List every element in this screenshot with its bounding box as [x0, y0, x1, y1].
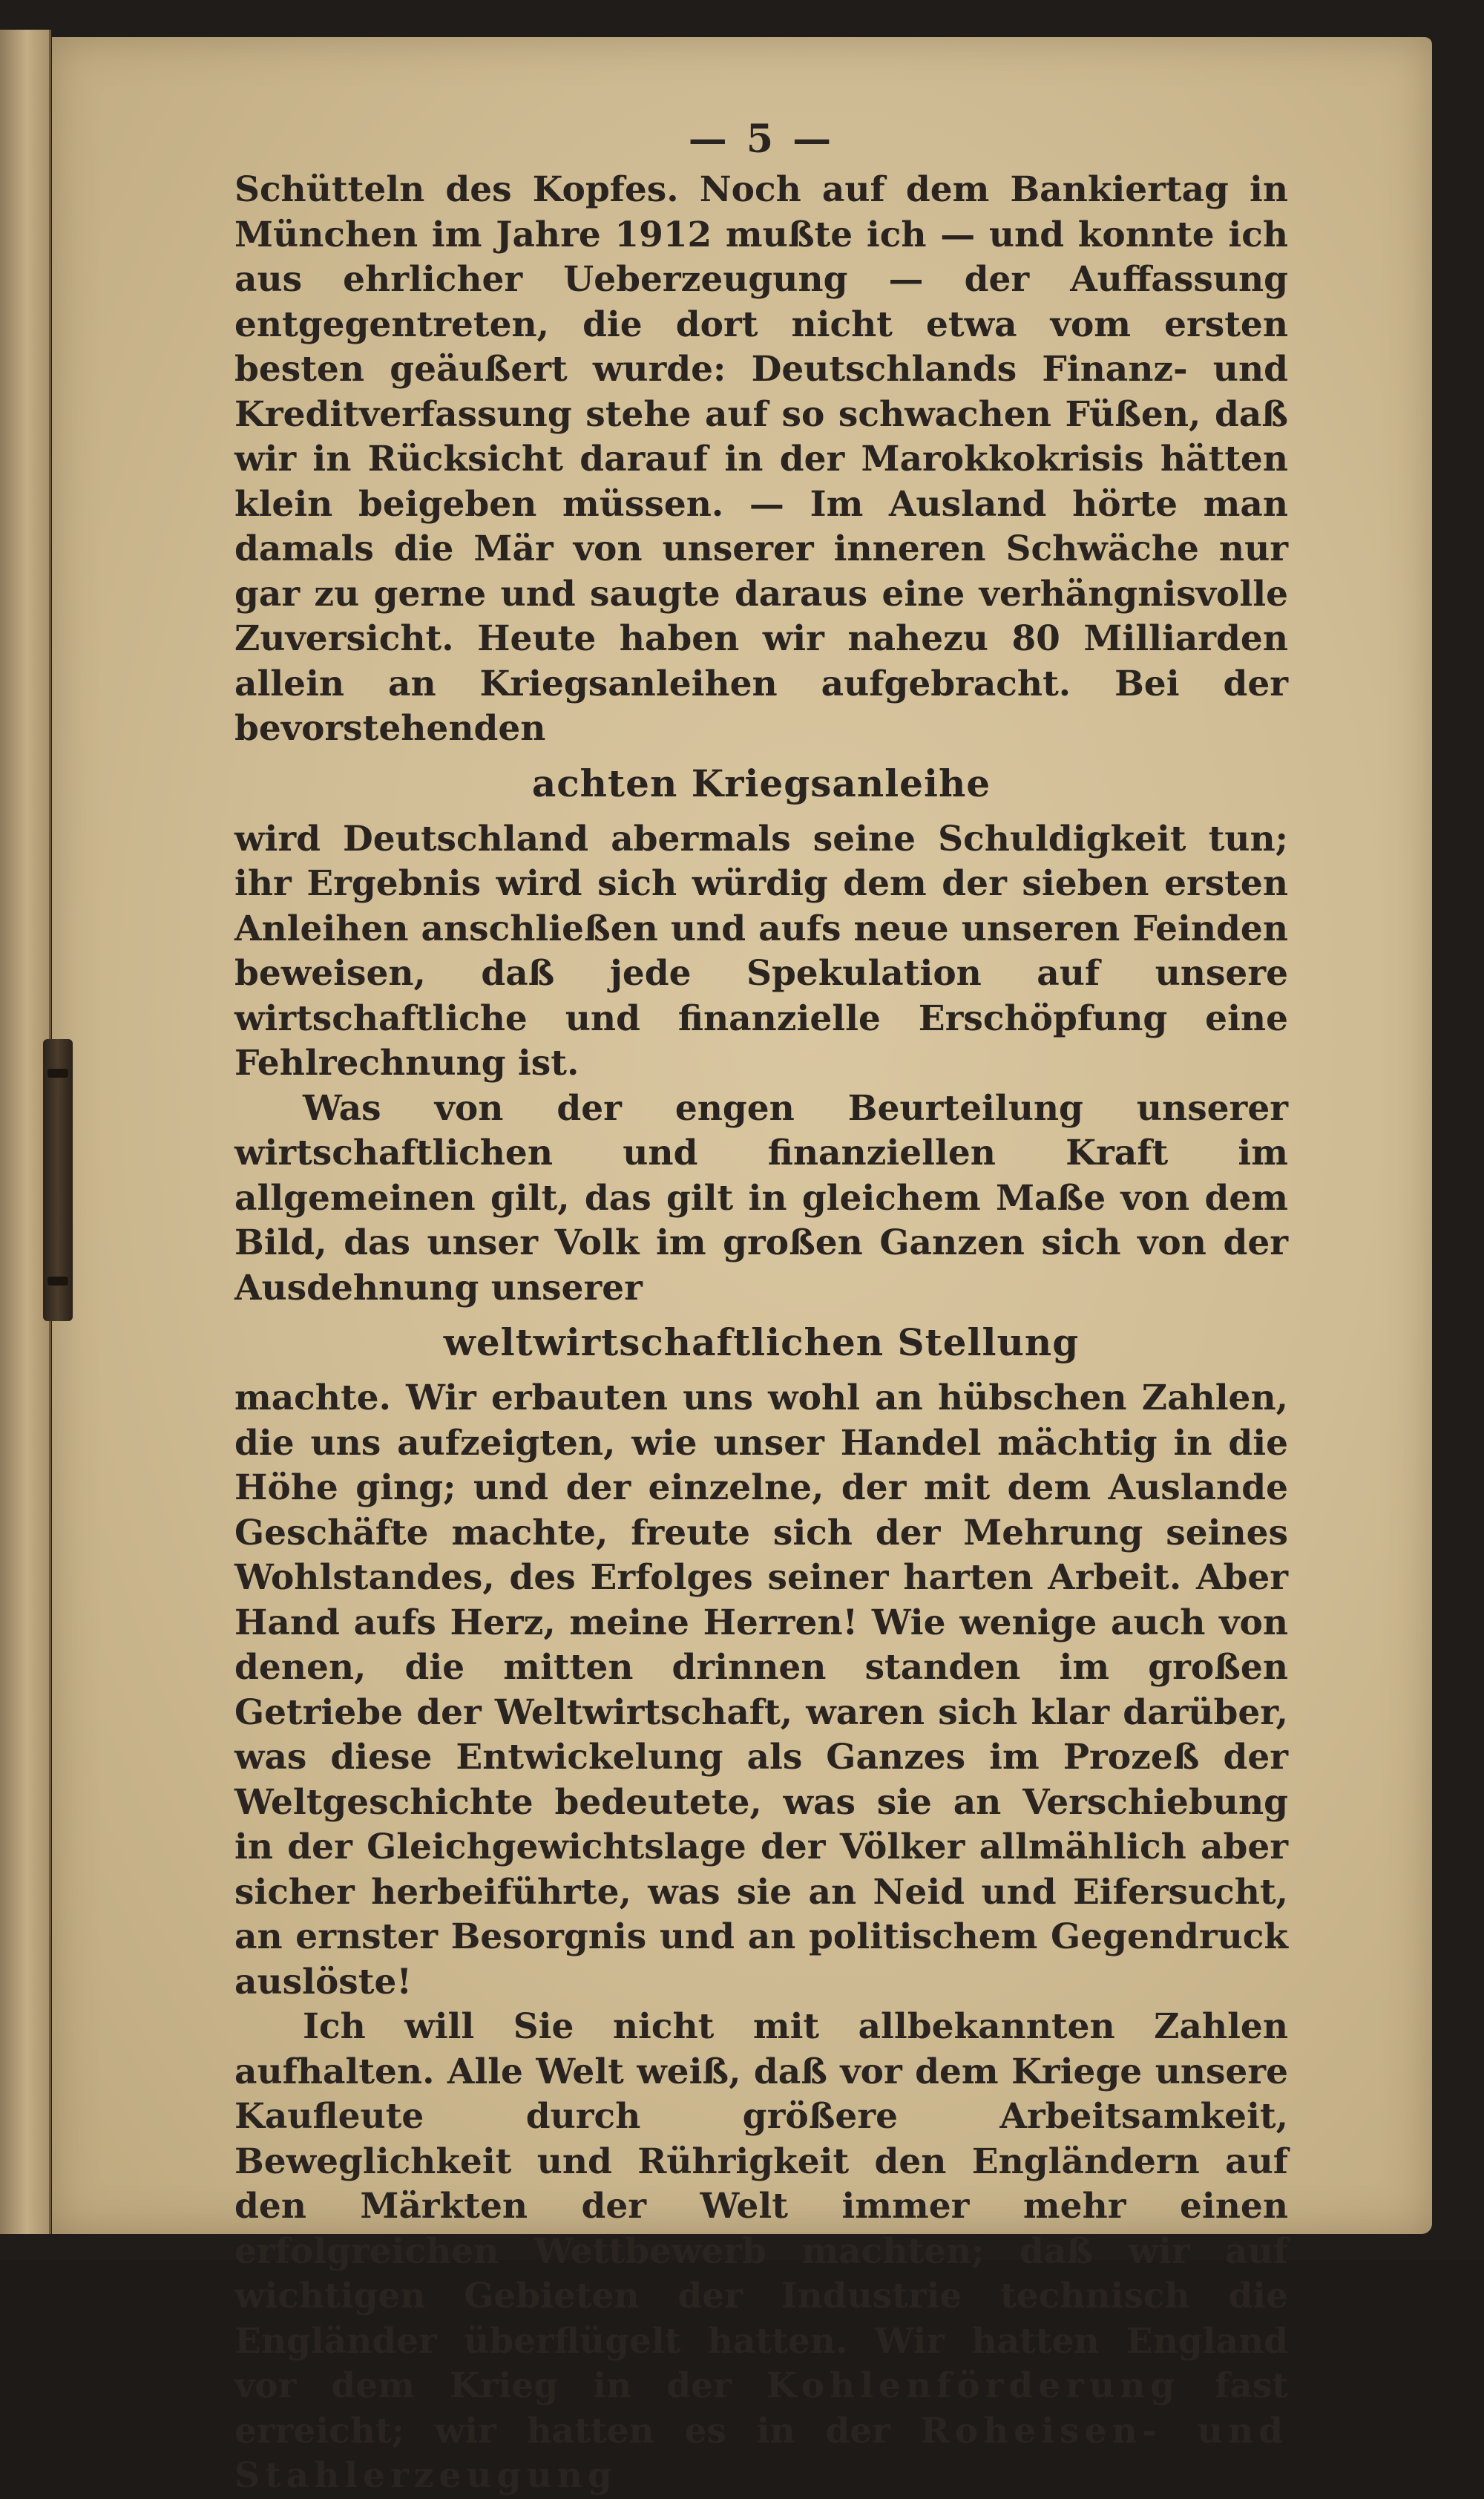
- paragraph: wird Deutschland abermals seine Schuldigkeit tun; ihr Ergebnis wird sich würdig dem der sieben ersten Anleihen anschließen und aufs neue unseren Feinden beweisen, daß jede Spekulation auf unsere wirtschaftliche und finanzielle Erschöpfung eine Fehlrechnung ist.: [234, 818, 1288, 1084]
- page-text: [234, 117, 1288, 2499]
- paragraph-text: fast erreicht; wir hatten es in der: [234, 2365, 1288, 2451]
- section-heading: weltwirtschaftlichen Stellung: [443, 1320, 1080, 1364]
- staple: [47, 1069, 68, 1078]
- page-number: — 5 —: [688, 117, 835, 162]
- paragraph-text: Ich will Sie nicht mit allbekannten Zahlen aufhalten. Alle Welt weiß, daß vor dem Kriege unsere Kaufleute durch größere Arbeitsamkeit, Beweglichkeit und Rührigkeit den Engländern auf den Märkten der Welt immer mehr einen erfolgreichen Wettbewerb machten; daß wir auf wichtigen Gebieten der Industrie technisch die Engländer überflügelt hatten. Wir hatten England vor dem Krieg in der: [234, 2006, 1288, 2406]
- paragraph: Was von der engen Beurteilung unserer wirtschaftlichen und finanziellen Kraft im allgemeinen gilt, das gilt in gleichem Maße von dem Bild, das unser Volk im großen Ganzen sich von der Ausdehnung unserer: [234, 1087, 1288, 1309]
- paragraph: machte. Wir erbauten uns wohl an hübschen Zahlen, die uns aufzeigten, wie unser Handel mächtig in die Höhe ging; und der einzelne, der mit dem Auslande Geschäfte machte, freute sich der Mehrung seines Wohlstandes, des Erfolges seiner harten Arbeit. Aber Hand aufs Herz, meine Herren! Wie wenige auch von denen, die mitten drinnen standen im großen Getriebe der Weltwirtschaft, waren sich klar darüber, was diese Entwickelung als Ganzes im Prozeß der Weltgeschichte bedeutete, was sie an Verschiebung in der Gleichgewichtslage der Völker allmählich aber sicher herbeiführte, was sie an Neid und Eifersucht, an ernster Besorgnis und an politischem Gegendruck auslöste!: [234, 1378, 1288, 2002]
- emphasized-term: Roheisen- und Stahlerzeugung: [234, 2410, 1288, 2496]
- section-heading: achten Kriegsanleihe: [531, 761, 991, 805]
- paragraph: [234, 2005, 1288, 2499]
- paragraph: Schütteln des Kopfes. Noch auf dem Bankiertag in München im Jahre 1912 mußte ich — und konnte ich aus ehrlicher Ueberzeugung — der Auffassung entgegentreten, die dort nicht etwa vom ersten besten geäußert wurde: Deutschlands Finanz- und Kreditverfassung stehe auf so schwachen Füßen, daß wir in Rücksicht darauf in der Marokkokrisis hätten klein beigeben müssen. — Im Ausland hörte man damals die Mär von unserer inneren Schwäche nur gar zu gerne und saugte daraus eine verhängnisvolle Zuversicht. Heute haben wir nahezu 80 Milliarden allein an Kriegsanleihen aufgebracht. Bei der bevorstehenden: [234, 169, 1288, 749]
- emphasized-term: Kohlenförderung: [766, 2365, 1181, 2406]
- staple: [47, 1277, 68, 1285]
